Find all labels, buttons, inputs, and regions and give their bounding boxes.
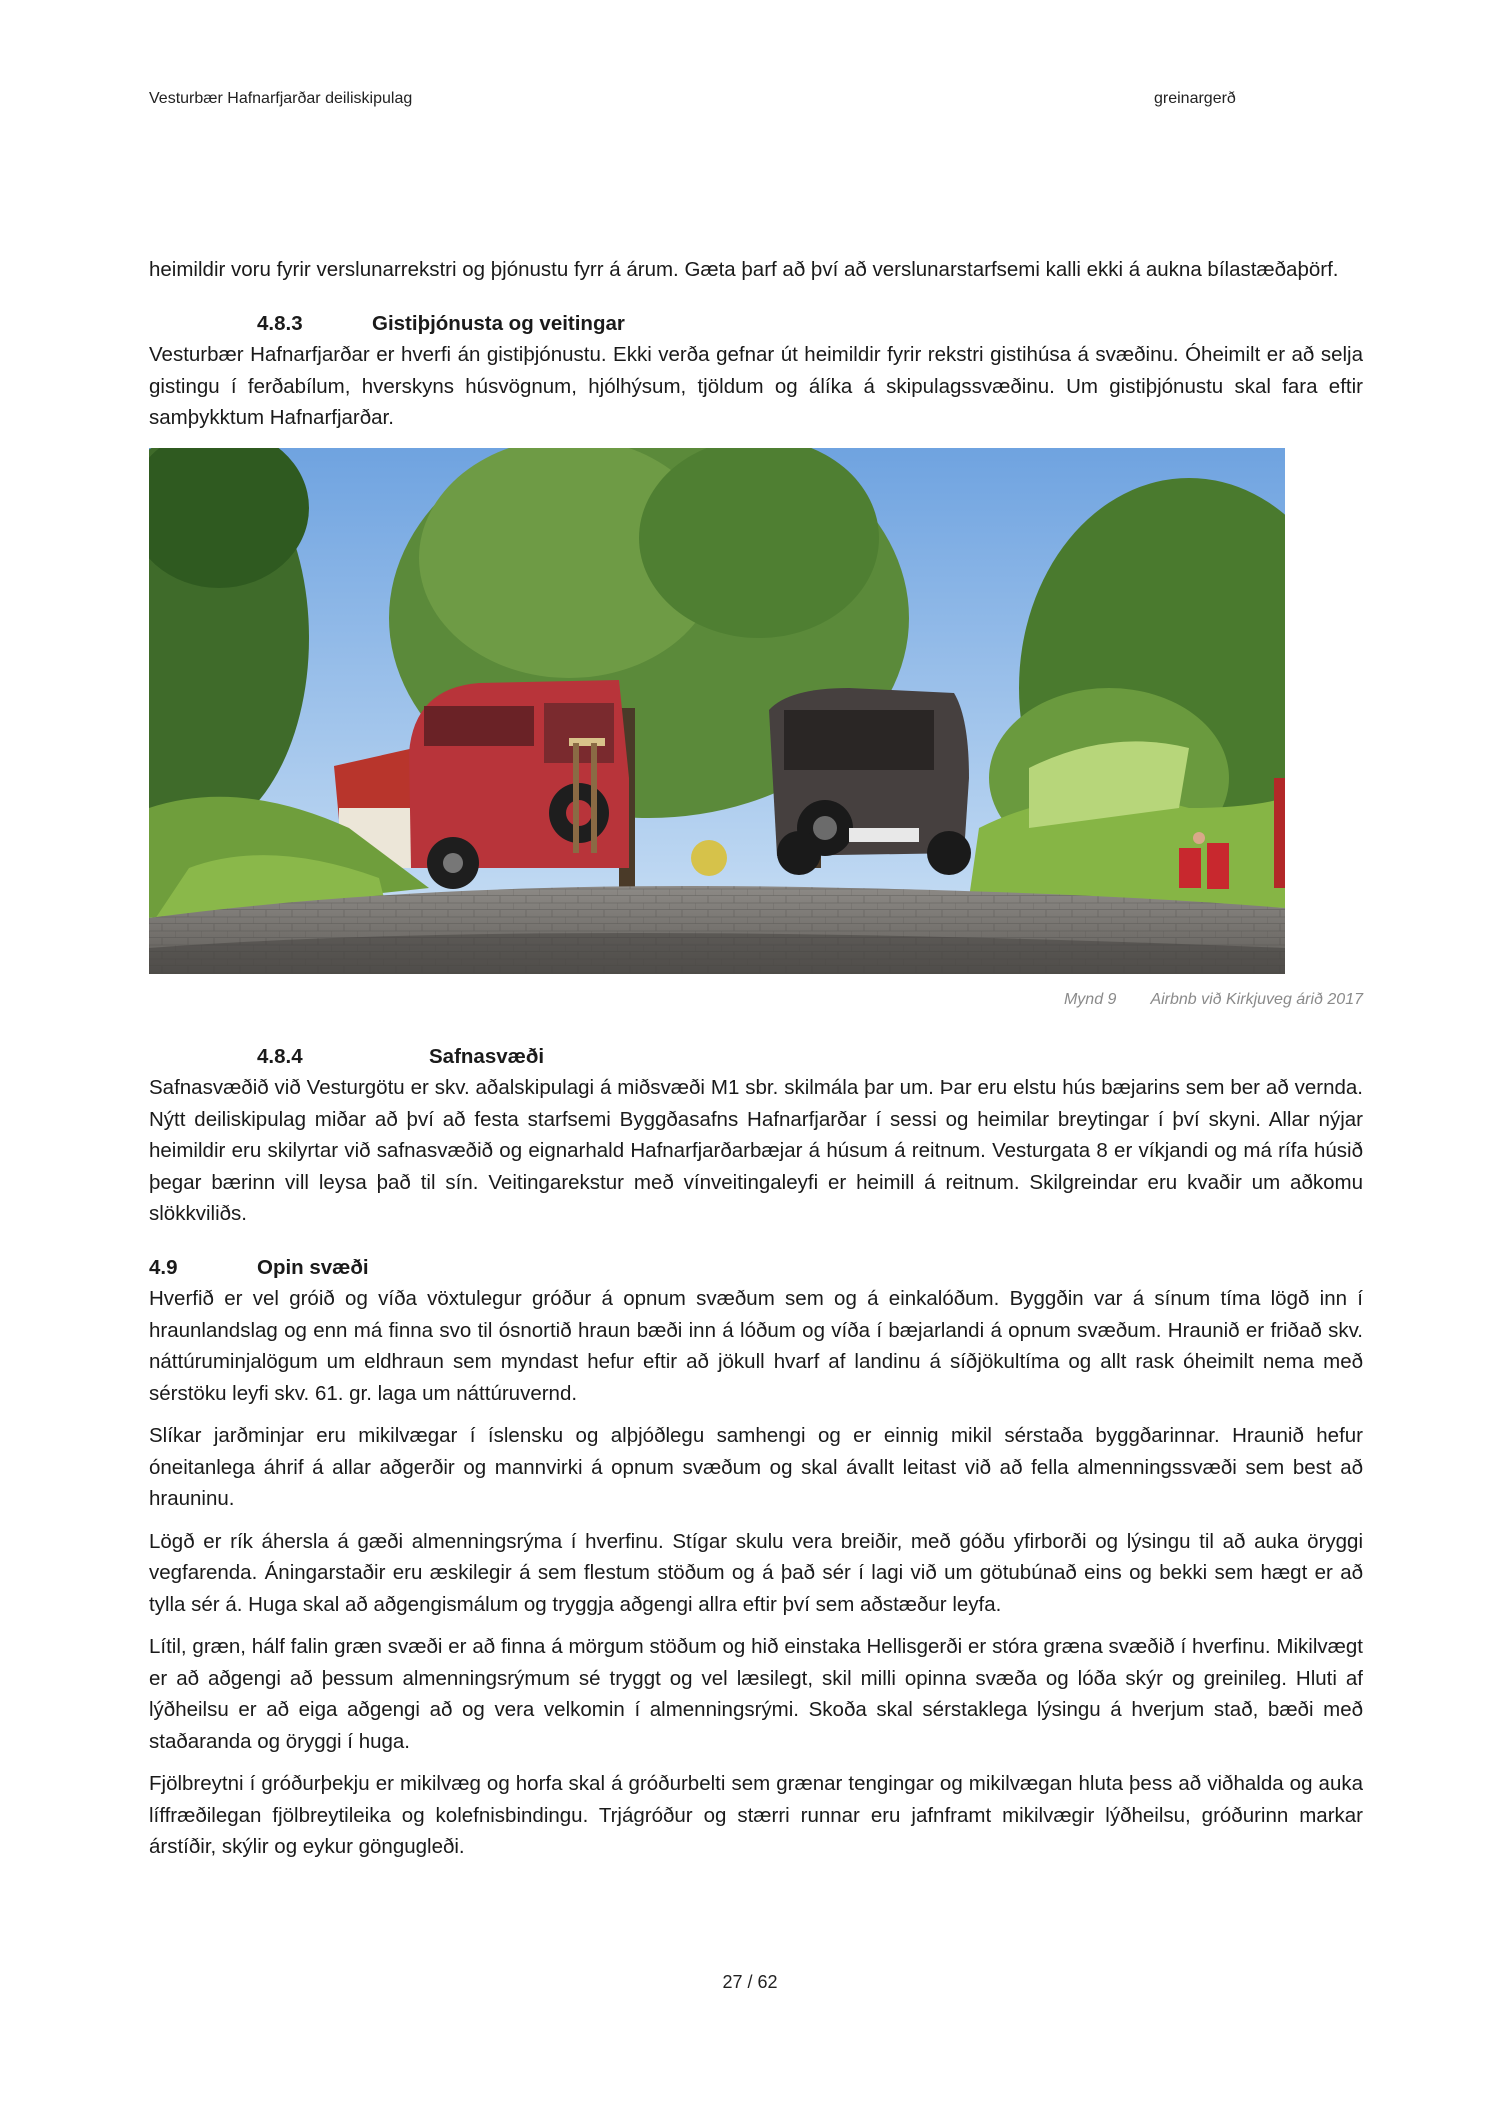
paragraph-gistithjonusta: Vesturbær Hafnarfjarðar er hverfi án gistiþjónustu. Ekki verða gefnar út heimildir fyrir rekstri gistihúsa á svæðinu. Óheimilt er að selja gistingu í ferðabílum, hverskyns húsvögnum, hjólhýsum, tjöldum og álíka á skipulagssvæðinu. Um gistiþjónustu skal fara eftir samþykktum Hafnarfjarðar. (149, 343, 1363, 429)
heading-4-8-3 (149, 308, 1363, 340)
figure-photo-vans (149, 448, 1285, 974)
header-document-type: greinargerð (1154, 90, 1236, 107)
page-number: 27 / 62 (722, 1972, 778, 1992)
heading-number: 4.9 (149, 1255, 178, 1279)
heading-4-8-4 (149, 1041, 1363, 1073)
paragraph-opin-svaedi-4: Lítil, græn, hálf falin græn svæði er að finna á mörgum stöðum og hið einstaka Hellisgerði er stóra græna svæðið í hverfinu. Mikilvægt er að aðgengi að þessum almenningsrýmum sé tryggt og vel læsilegt, skil milli opinna svæða og lóða skýr og greinileg. Hluti af lýðheilsu er að eiga aðgengi að og vera velkomin í almenningsrými. Skoða skal sérstaklega lýsingu á hverjum stað, bæði með staðaranda og öryggi í huga. (149, 1635, 1363, 1753)
heading-title: Safnasvæði (429, 1044, 545, 1068)
paragraph-opin-svaedi-5: Fjölbreytni í gróðurþekju er mikilvæg og horfa skal á gróðurbelti sem grænar tengingar og mikilvægan hluta þess að viðhalda og auka líffræðilegan fjölbreytileika og kolefnisbindingu. Trjágróður og stærri runnar eru jafnframt mikilvægir lýðheilsu, gróðurinn markar árstíðir, skýlir og eykur göngugleði. (149, 1772, 1363, 1858)
heading-4-9 (149, 1252, 1363, 1284)
figure-caption-text: Airbnb við Kirkjuveg árið 2017 (1150, 990, 1363, 1008)
header-document-title: Vesturbær Hafnarfjarðar deiliskipulag (149, 90, 413, 107)
figure-caption (149, 989, 1363, 1011)
paragraph-opin-svaedi-3: Lögð er rík áhersla á gæði almenningsrýma í hverfinu. Stígar skulu vera breiðir, með góðu yfirborði og lýsingu til að auka öryggi vegfarenda. Áningarstaðir eru æskilegir á sem flestum stöðum og á það sér í lagi við um götubúnað eins og bekki sem hægt er að tylla sér á. Huga skal að aðgengismálum og tryggja aðgengi allra eftir því sem aðstæður leyfa. (149, 1529, 1363, 1616)
intro-paragraph: heimildir voru fyrir verslunarrekstri og þjónustu fyrr á árum. Gæta þarf að því að verslunarstarfsemi kalli ekki á aukna bílastæðaþörf. (149, 258, 1339, 281)
figure-label: Mynd 9 (1063, 990, 1117, 1008)
paragraph-safnasvaedi: Safnasvæðið við Vesturgötu er skv. aðalskipulagi á miðsvæði M1 sbr. skilmála þar um. Þar eru elstu hús bæjarins sem ber að vernda. Nýtt deiliskipulag miðar að því að festa starfsemi Byggðasafns Hafnarfjarðar í sessi og heimilar breytingar í því skyni. Allar nýjar heimildir eru skilyrtar við safnasvæðið og eignarhald Hafnarfjarðarbæjar á húsum á reitnum. Vesturgata 8 er víkjandi og má rífa húsið þegar bærinn vill leysa það til sín. Veitingarekstur með vínveitingaleyfi er heimill á reitnum. Skilgreindar eru kvaðir um aðkomu slökkviliðs. (149, 1076, 1363, 1225)
paragraph-opin-svaedi-2: Slíkar jarðminjar eru mikilvægar í íslensku og alþjóðlegu samhengi og er einnig mikil sérstaða byggðarinnar. Hraunið hefur óneitanlega áhrif á allar aðgerðir og mannvirki á opnum svæðum og skal ávallt leitast við að fella almenningssvæði sem best að hrauninu. (149, 1424, 1363, 1510)
heading-number: 4.8.3 (257, 311, 303, 335)
heading-title: Gistiþjónusta og veitingar (372, 311, 625, 335)
red-van (409, 680, 629, 889)
heading-number: 4.8.4 (257, 1044, 303, 1068)
paragraph-opin-svaedi-1: Hverfið er vel gróið og víða vöxtulegur gróður á opnum svæðum sem og á einkalóðum. Byggðin var á sínum tíma lögð inn í hraunlandslag og enn má finna svo til ósnortið hraun bæði inn á lóðum og víða í bæjarlandi á opnum svæðum. Hraunið er friðað skv. náttúruminjalögum um eldhraun sem myndast hefur eftir að jökull hvarf af landinu á síðjökultíma og allt rask óheimilt nema með sérstöku leyfi skv. 61. gr. laga um náttúruvernd. (149, 1287, 1363, 1405)
dark-van (769, 688, 971, 875)
heading-title: Opin svæði (257, 1255, 369, 1279)
document-body (149, 254, 1363, 1863)
